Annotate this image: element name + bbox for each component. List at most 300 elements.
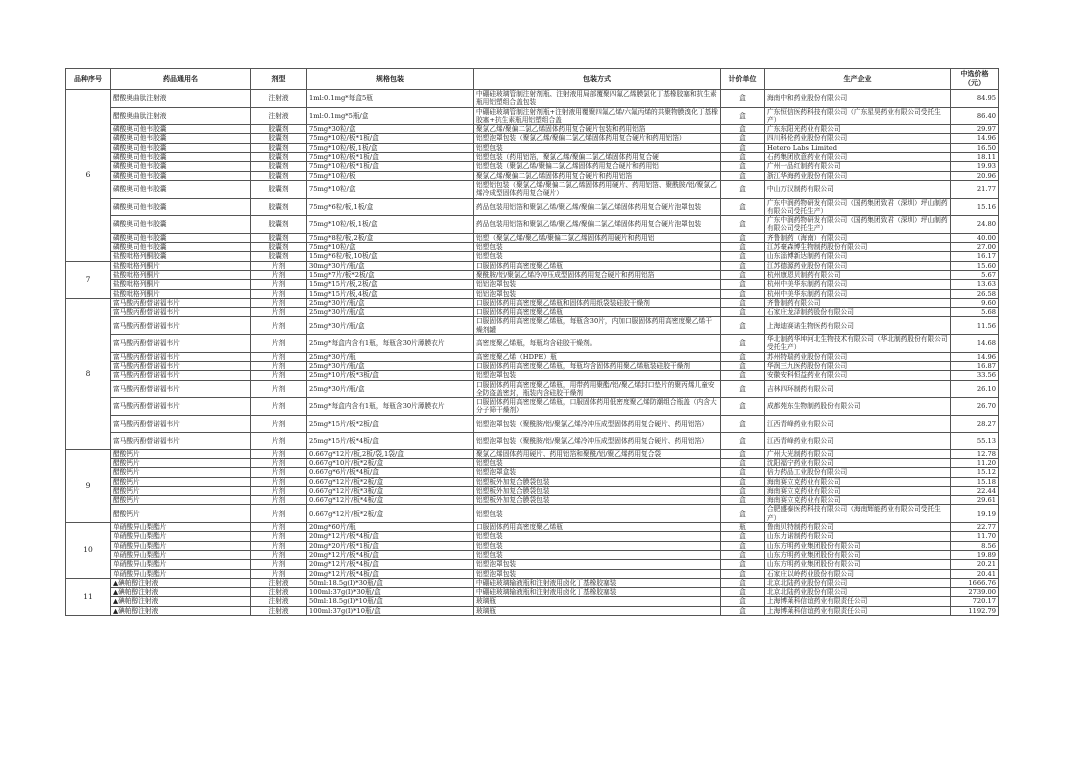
packaging-cell: 高密度聚乙烯瓶，每瓶均含硅胶干燥剂。 xyxy=(474,335,721,353)
manufacturer-cell: 广东东阳光药业有限公司 xyxy=(765,125,951,134)
manufacturer-cell: 中山万汉制药有限公司 xyxy=(765,180,951,198)
drug-name-cell: 醋酸钙片 xyxy=(111,477,251,486)
packaging-cell: 中硼硅玻璃管制注射剂瓶+注射液用覆聚四氟乙烯/六氟丙烯的共聚物膜溴化丁基橡胶塞+抗生素瓶用铝塑组合盖 xyxy=(474,107,721,125)
dosage-form-cell: 胶囊剂 xyxy=(251,198,307,216)
packaging-cell: 玻璃瓶 xyxy=(474,606,721,615)
drug-name-cell: 盐酸吡格列酮片 xyxy=(111,280,251,289)
packaging-cell: 口服固体药用高密度聚乙烯瓶，每瓶含30片，内加口服固体药用高密度聚乙烯干燥剂罐 xyxy=(474,317,721,335)
unit-cell: 盒 xyxy=(721,298,765,307)
col-header-manufacturer: 生产企业 xyxy=(765,69,951,90)
price-cell: 29.97 xyxy=(951,125,999,134)
unit-cell: 盒 xyxy=(721,496,765,505)
unit-cell: 盒 xyxy=(721,198,765,216)
spec-cell: 0.667g*12片/板*4板/盒 xyxy=(307,496,474,505)
spec-cell: 20mg*60片/瓶 xyxy=(307,523,474,532)
drug-name-cell: 富马酸丙酚替诺福韦片 xyxy=(111,298,251,307)
spec-cell: 20mg*12片/板*4板/盒 xyxy=(307,550,474,559)
spec-cell: 25mg*每盒内含有1瓶，每瓶含30片薄膜衣片 xyxy=(307,335,474,353)
packaging-cell: 玻璃瓶 xyxy=(474,597,721,606)
price-cell: 15.18 xyxy=(951,477,999,486)
dosage-form-cell: 片剂 xyxy=(251,308,307,317)
dosage-form-cell: 片剂 xyxy=(251,270,307,279)
dosage-form-cell: 片剂 xyxy=(251,415,307,432)
table-row xyxy=(66,317,999,335)
manufacturer-cell: 广东中润药物研发有限公司（国药集团致君（深圳）坪山制药有限公司受托生产） xyxy=(765,198,951,216)
table-row xyxy=(66,361,999,370)
table-row xyxy=(66,532,999,541)
manufacturer-cell: 海南赛立克药业有限公司 xyxy=(765,486,951,495)
manufacturer-cell: 广州一品红制药有限公司 xyxy=(765,162,951,171)
manufacturer-cell: 四川科伦药业股份有限公司 xyxy=(765,134,951,143)
packaging-cell: 中硼硅玻璃输液瓶和注射液用卤化丁基橡胶塞装 xyxy=(474,588,721,597)
packaging-cell: 铝塑包装（聚氯乙烯/聚偏二氯乙烯固体药用复合硬片和药用铝 xyxy=(474,162,721,171)
col-header-packaging: 包装方式 xyxy=(474,69,721,90)
drug-name-cell: 醋酸钙片 xyxy=(111,486,251,495)
table-row xyxy=(66,125,999,134)
unit-cell: 盒 xyxy=(721,162,765,171)
table-row xyxy=(66,486,999,495)
dosage-form-cell: 片剂 xyxy=(251,371,307,380)
unit-cell: 盒 xyxy=(721,280,765,289)
spec-cell: 75mg*10粒/板*1板/盒 xyxy=(307,162,474,171)
dosage-form-cell: 注射液 xyxy=(251,90,307,108)
unit-cell: 盒 xyxy=(721,606,765,615)
manufacturer-cell: 安徽安科恒益药业有限公司 xyxy=(765,371,951,380)
group-seq-cell: 7 xyxy=(66,261,111,298)
unit-cell: 盒 xyxy=(721,588,765,597)
dosage-form-cell: 注射液 xyxy=(251,606,307,615)
unit-cell: 盒 xyxy=(721,335,765,353)
dosage-form-cell: 片剂 xyxy=(251,361,307,370)
drug-name-cell: 富马酸丙酚替诺福韦片 xyxy=(111,380,251,398)
table-row xyxy=(66,180,999,198)
spec-cell: 0.667g*12片/板,2板/袋,1袋/盒 xyxy=(307,449,474,458)
spec-cell: 75mg*8粒/板,2板/盒 xyxy=(307,233,474,242)
packaging-cell: 聚氯乙烯/聚偏二氯乙烯固体药用复合硬片和药用铝箔 xyxy=(474,171,721,180)
price-cell: 2739.00 xyxy=(951,588,999,597)
spec-cell: 1ml:0.1mg*每盒5瓶 xyxy=(307,90,474,108)
table-row xyxy=(66,496,999,505)
drug-name-cell: 醋酸奥曲肽注射液 xyxy=(111,107,251,125)
spec-cell: 75mg*30粒/盒 xyxy=(307,125,474,134)
unit-cell: 盒 xyxy=(721,134,765,143)
spec-cell: 75mg*10粒/盒 xyxy=(307,243,474,252)
unit-cell: 盒 xyxy=(721,550,765,559)
dosage-form-cell: 片剂 xyxy=(251,468,307,477)
dosage-form-cell: 胶囊剂 xyxy=(251,125,307,134)
col-header-price: 中选价格（元） xyxy=(951,69,999,90)
manufacturer-cell: 齐鲁制药（海南）有限公司 xyxy=(765,233,951,242)
dosage-form-cell: 胶囊剂 xyxy=(251,162,307,171)
drug-name-cell: 盐酸吡格列酮片 xyxy=(111,270,251,279)
packaging-cell: 聚氯乙烯/聚偏二氯乙烯固体药用复合硬片包装和药用铝箔 xyxy=(474,125,721,134)
drug-name-cell: 盐酸吡格列酮片 xyxy=(111,261,251,270)
table-row xyxy=(66,270,999,279)
price-cell: 13.63 xyxy=(951,280,999,289)
dosage-form-cell: 胶囊剂 xyxy=(251,134,307,143)
table-row xyxy=(66,380,999,398)
price-cell: 22.44 xyxy=(951,486,999,495)
manufacturer-cell: 海南赛立克药业有限公司 xyxy=(765,496,951,505)
manufacturer-cell: 石家庄龙泽制药股份有限公司 xyxy=(765,308,951,317)
packaging-cell: 铝塑泡罩包装 xyxy=(474,371,721,380)
dosage-form-cell: 胶囊剂 xyxy=(251,153,307,162)
spec-cell: 15mg*15片/板,4板/盒 xyxy=(307,289,474,298)
packaging-cell: 铝塑泡罩包装 xyxy=(474,569,721,578)
unit-cell: 盒 xyxy=(721,252,765,261)
spec-cell: 25mg*30片/瓶/盒 xyxy=(307,380,474,398)
dosage-form-cell: 片剂 xyxy=(251,298,307,307)
table-row xyxy=(66,398,999,416)
manufacturer-cell: 沈阳福宁药业有限公司 xyxy=(765,458,951,467)
unit-cell: 盒 xyxy=(721,532,765,541)
spec-cell: 1ml:0.1mg*5瓶/盒 xyxy=(307,107,474,125)
unit-cell: 盒 xyxy=(721,317,765,335)
spec-cell: 20mg*12片/板*4板/盒 xyxy=(307,560,474,569)
unit-cell: 盒 xyxy=(721,380,765,398)
manufacturer-cell: 石药集团欧意药业有限公司 xyxy=(765,153,951,162)
dosage-form-cell: 胶囊剂 xyxy=(251,233,307,242)
unit-cell: 盒 xyxy=(721,597,765,606)
dosage-form-cell: 片剂 xyxy=(251,458,307,467)
spec-cell: 25mg*15片/板*4板/盒 xyxy=(307,432,474,449)
price-cell: 16.17 xyxy=(951,252,999,261)
spec-cell: 25mg*30片/瓶/盒 xyxy=(307,361,474,370)
dosage-form-cell: 注射液 xyxy=(251,597,307,606)
unit-cell: 盒 xyxy=(721,107,765,125)
manufacturer-cell: 山东淄博新达制药有限公司 xyxy=(765,252,951,261)
manufacturer-cell: 江西青峰药业有限公司 xyxy=(765,432,951,449)
table-row xyxy=(66,468,999,477)
table-row xyxy=(66,153,999,162)
dosage-form-cell: 胶囊剂 xyxy=(251,171,307,180)
manufacturer-cell: 齐鲁制药有限公司 xyxy=(765,298,951,307)
price-cell: 86.40 xyxy=(951,107,999,125)
table-row xyxy=(66,134,999,143)
manufacturer-cell: 鲁南贝特制药有限公司 xyxy=(765,523,951,532)
packaging-cell: 口服固体药用高密度聚乙烯瓶 xyxy=(474,308,721,317)
unit-cell: 盒 xyxy=(721,458,765,467)
manufacturer-cell: 海南赛立克药业有限公司 xyxy=(765,477,951,486)
dosage-form-cell: 胶囊剂 xyxy=(251,243,307,252)
manufacturer-cell: 上海博莱科信谊药业有限责任公司 xyxy=(765,606,951,615)
table-row xyxy=(66,261,999,270)
table-row xyxy=(66,371,999,380)
manufacturer-cell: 上海博莱科信谊药业有限责任公司 xyxy=(765,597,951,606)
packaging-cell: 铝塑包装 xyxy=(474,243,721,252)
manufacturer-cell: 广州大光制药有限公司 xyxy=(765,449,951,458)
unit-cell: 盒 xyxy=(721,415,765,432)
spec-cell: 75mg*10粒/板,1板/盒 xyxy=(307,143,474,152)
spec-cell: 15mg*15片/板,2板/盒 xyxy=(307,280,474,289)
unit-cell: 盒 xyxy=(721,486,765,495)
drug-name-cell: 磷酸奥司他韦胶囊 xyxy=(111,171,251,180)
dosage-form-cell: 注射液 xyxy=(251,588,307,597)
table-row xyxy=(66,588,999,597)
drug-name-cell: 磷酸奥司他韦胶囊 xyxy=(111,134,251,143)
unit-cell: 盒 xyxy=(721,560,765,569)
spec-cell: 25mg*30片/瓶/盒 xyxy=(307,298,474,307)
price-cell: 40.00 xyxy=(951,233,999,242)
spec-cell: 75mg*10粒/板*1板/盒 xyxy=(307,134,474,143)
packaging-cell: 铝塑包装 xyxy=(474,505,721,523)
manufacturer-cell: 杭州康恩贝制药有限公司 xyxy=(765,270,951,279)
dosage-form-cell: 片剂 xyxy=(251,380,307,398)
spec-cell: 50ml:18.5g(I)*30瓶/盒 xyxy=(307,578,474,587)
drug-name-cell: ▲碘帕醇注射液 xyxy=(111,597,251,606)
unit-cell: 盒 xyxy=(721,505,765,523)
drug-name-cell: 醋酸钙片 xyxy=(111,449,251,458)
dosage-form-cell: 片剂 xyxy=(251,550,307,559)
manufacturer-cell: 山东方明药业集团股份有限公司 xyxy=(765,541,951,550)
manufacturer-cell: 浙江华海药业股份有限公司 xyxy=(765,171,951,180)
unit-cell: 盒 xyxy=(721,143,765,152)
price-cell: 15.16 xyxy=(951,198,999,216)
table-row xyxy=(66,90,999,108)
spec-cell: 20mg*20片/板*1板/盒 xyxy=(307,541,474,550)
price-cell: 19.93 xyxy=(951,162,999,171)
manufacturer-cell: 广东中润药物研发有限公司（国药集团致君（深圳）坪山制药有限公司受托生产） xyxy=(765,216,951,234)
manufacturer-cell: 江西青峰药业有限公司 xyxy=(765,415,951,432)
drug-name-cell: 单硝酸异山梨酯片 xyxy=(111,569,251,578)
drug-name-cell: 单硝酸异山梨酯片 xyxy=(111,560,251,569)
price-cell: 1192.79 xyxy=(951,606,999,615)
spec-cell: 30mg*30片/瓶/盒 xyxy=(307,261,474,270)
manufacturer-cell: 北京北陆药业股份有限公司 xyxy=(765,588,951,597)
price-cell: 19.19 xyxy=(951,505,999,523)
price-cell: 11.70 xyxy=(951,532,999,541)
dosage-form-cell: 片剂 xyxy=(251,541,307,550)
drug-name-cell: 磷酸奥司他韦胶囊 xyxy=(111,153,251,162)
group-seq-cell: 9 xyxy=(66,449,111,522)
drug-name-cell: 磷酸奥司他韦胶囊 xyxy=(111,125,251,134)
col-header-dosage-form: 剂型 xyxy=(251,69,307,90)
spec-cell: 15mg*7片/板*2板/盒 xyxy=(307,270,474,279)
spec-cell: 15mg*6粒/板,10板/盒 xyxy=(307,252,474,261)
unit-cell: 盒 xyxy=(721,180,765,198)
spec-cell: 75mg*10粒/盒 xyxy=(307,180,474,198)
packaging-cell: 口服固体药用高密度聚乙烯瓶，用带药用聚酯/铝/聚乙烯封口垫片的聚丙烯儿童安全防盗盖密封，瓶装内含硅胶干燥剂 xyxy=(474,380,721,398)
packaging-cell: 中硼硅玻璃管制注射剂瓶、注射液用局部覆聚四氟乙烯膜氯化丁基橡胶塞和抗生素瓶用铝塑组合盖包装 xyxy=(474,90,721,108)
spec-cell: 25mg*10片/板*3板/盒 xyxy=(307,371,474,380)
drug-name-cell: 富马酸丙酚替诺福韦片 xyxy=(111,398,251,416)
dosage-form-cell: 片剂 xyxy=(251,523,307,532)
drug-name-cell: 醋酸钙片 xyxy=(111,468,251,477)
unit-cell: 盒 xyxy=(721,468,765,477)
price-cell: 8.56 xyxy=(951,541,999,550)
drug-name-cell: 富马酸丙酚替诺福韦片 xyxy=(111,308,251,317)
price-cell: 16.87 xyxy=(951,361,999,370)
drug-name-cell: 单硝酸异山梨酯片 xyxy=(111,532,251,541)
table-row xyxy=(66,606,999,615)
dosage-form-cell: 胶囊剂 xyxy=(251,143,307,152)
spec-cell: 75mg*6粒/板,1板/盒 xyxy=(307,198,474,216)
dosage-form-cell: 胶囊剂 xyxy=(251,216,307,234)
spec-cell: 25mg*30片/瓶/盒 xyxy=(307,317,474,335)
manufacturer-cell: 华北制药华坤河北生物技术有限公司（华北制药股份有限公司受托生产） xyxy=(765,335,951,353)
packaging-cell: 铝塑包装 xyxy=(474,252,721,261)
table-row xyxy=(66,569,999,578)
table-row xyxy=(66,280,999,289)
spec-cell: 0.667g*12片/板*2板/盒 xyxy=(307,477,474,486)
manufacturer-cell: 成都苑东生物制药股份有限公司 xyxy=(765,398,951,416)
price-cell: 21.77 xyxy=(951,180,999,198)
unit-cell: 盒 xyxy=(721,449,765,458)
packaging-cell: 铝铝泡罩包装 xyxy=(474,280,721,289)
manufacturer-cell: 江苏豪森博生物制药股份有限公司 xyxy=(765,243,951,252)
manufacturer-cell: 山东方明药业集团股份有限公司 xyxy=(765,550,951,559)
drug-name-cell: 富马酸丙酚替诺福韦片 xyxy=(111,335,251,353)
drug-name-cell: 富马酸丙酚替诺福韦片 xyxy=(111,415,251,432)
price-cell: 16.50 xyxy=(951,143,999,152)
drug-name-cell: 盐酸吡格列酮胶囊 xyxy=(111,252,251,261)
manufacturer-cell: 苏州特瑞药业股份有限公司 xyxy=(765,352,951,361)
price-cell: 20.41 xyxy=(951,569,999,578)
packaging-cell: 铝塑包装 xyxy=(474,532,721,541)
table-row xyxy=(66,550,999,559)
table-row xyxy=(66,298,999,307)
manufacturer-cell: 江苏德源药业股份有限公司 xyxy=(765,261,951,270)
spec-cell: 0.667g*10片/板*2板/盒 xyxy=(307,458,474,467)
col-header-drug-name: 药品通用名 xyxy=(111,69,251,90)
manufacturer-cell: 倍力药品工业股份有限公司 xyxy=(765,468,951,477)
drug-name-cell: 富马酸丙酚替诺福韦片 xyxy=(111,432,251,449)
packaging-cell: 铝塑板外加复合膜袋包装 xyxy=(474,477,721,486)
manufacturer-cell: Hetero Labs Limited xyxy=(765,143,951,152)
col-header-seq: 品种序号 xyxy=(66,69,111,90)
table-row xyxy=(66,308,999,317)
spec-cell: 75mg*10粒/板 xyxy=(307,171,474,180)
manufacturer-cell: 合肥盛泰医药科技有限公司（海南辉能药业有限公司受托生产） xyxy=(765,505,951,523)
unit-cell: 盒 xyxy=(721,398,765,416)
dosage-form-cell: 注射液 xyxy=(251,578,307,587)
packaging-cell: 药品包装用铝箔和聚氯乙烯/聚乙烯/聚偏二氯乙烯固体药用复合硬片泡罩包装 xyxy=(474,216,721,234)
price-cell: 9.60 xyxy=(951,298,999,307)
dosage-form-cell: 片剂 xyxy=(251,486,307,495)
packaging-cell: 铝塑板外加复合膜袋包装 xyxy=(474,496,721,505)
unit-cell: 盒 xyxy=(721,432,765,449)
manufacturer-cell: 杭州中美华东制药有限公司 xyxy=(765,289,951,298)
spec-cell: 25mg*30片/瓶 xyxy=(307,352,474,361)
packaging-cell: 聚氯乙烯固体药用硬片、药用铝箔和聚酰/铝/聚乙烯药用复合袋 xyxy=(474,449,721,458)
drug-name-cell: 磷酸奥司他韦胶囊 xyxy=(111,233,251,242)
packaging-cell: 铝塑（聚氯乙烯/聚乙烯/聚偏二氯乙烯固体药用硬片和药用铝 xyxy=(474,233,721,242)
col-header-unit: 计价单位 xyxy=(721,69,765,90)
col-header-spec: 规格包装 xyxy=(307,69,474,90)
table-row xyxy=(66,415,999,432)
table-row xyxy=(66,352,999,361)
dosage-form-cell: 片剂 xyxy=(251,335,307,353)
manufacturer-cell: 石家庄以岭药业股份有限公司 xyxy=(765,569,951,578)
dosage-form-cell: 片剂 xyxy=(251,569,307,578)
spec-cell: 20mg*12片/板*4板/盒 xyxy=(307,532,474,541)
packaging-cell: 中硼硅玻璃输液瓶和注射液用卤化丁基橡胶塞装 xyxy=(474,578,721,587)
spec-cell: 50ml:18.5g(I)*10瓶/盒 xyxy=(307,597,474,606)
drug-name-cell: 磷酸奥司他韦胶囊 xyxy=(111,143,251,152)
price-table-document xyxy=(65,68,996,616)
unit-cell: 盒 xyxy=(721,171,765,180)
packaging-cell: 铝塑泡罩包装（聚氯乙烯/聚偏二氯乙烯固体药用复合硬片和药用铝箔） xyxy=(474,134,721,143)
unit-cell: 盒 xyxy=(721,308,765,317)
drug-name-cell: 磷酸奥司他韦胶囊 xyxy=(111,216,251,234)
price-cell: 29.61 xyxy=(951,496,999,505)
price-cell: 26.10 xyxy=(951,380,999,398)
unit-cell: 盒 xyxy=(721,569,765,578)
unit-cell: 盒 xyxy=(721,361,765,370)
packaging-cell: 口服固体药用高密度聚乙烯瓶，每瓶均含固体药用聚乙烯瓶装硅胶干燥剂 xyxy=(474,361,721,370)
group-seq-cell: 10 xyxy=(66,523,111,579)
dosage-form-cell: 片剂 xyxy=(251,560,307,569)
dosage-form-cell: 片剂 xyxy=(251,398,307,416)
table-row xyxy=(66,597,999,606)
packaging-cell: 高密度聚乙烯（HDPE）瓶 xyxy=(474,352,721,361)
dosage-form-cell: 胶囊剂 xyxy=(251,252,307,261)
manufacturer-cell: 山东力诺制药有限公司 xyxy=(765,532,951,541)
price-cell: 14.68 xyxy=(951,335,999,353)
packaging-cell: 铝塑铝包装（聚氯乙烯/聚偏二氯乙烯固体药用硬片、药用铝箔、聚酰胺/铝/聚氯乙烯冷成型固体药用复合硬片） xyxy=(474,180,721,198)
packaging-cell: 铝塑泡罩盒装 xyxy=(474,468,721,477)
dosage-form-cell: 片剂 xyxy=(251,280,307,289)
price-cell: 15.60 xyxy=(951,261,999,270)
drug-name-cell: 磷酸奥司他韦胶囊 xyxy=(111,198,251,216)
table-row xyxy=(66,171,999,180)
group-seq-cell: 11 xyxy=(66,578,111,615)
unit-cell: 盒 xyxy=(721,371,765,380)
manufacturer-cell: 广东恒信医药科技有限公司（广东星昊药业有限公司受托生产） xyxy=(765,107,951,125)
drug-name-cell: 富马酸丙酚替诺福韦片 xyxy=(111,317,251,335)
packaging-cell: 铝塑包装 xyxy=(474,541,721,550)
price-cell: 20.21 xyxy=(951,560,999,569)
price-cell: 27.00 xyxy=(951,243,999,252)
packaging-cell: 铝塑板外加复合膜袋包装 xyxy=(474,486,721,495)
unit-cell: 盒 xyxy=(721,261,765,270)
table-row xyxy=(66,477,999,486)
price-cell: 1666.76 xyxy=(951,578,999,587)
packaging-cell: 铝塑包装 xyxy=(474,458,721,467)
price-cell: 28.27 xyxy=(951,415,999,432)
price-cell: 14.96 xyxy=(951,134,999,143)
unit-cell: 盒 xyxy=(721,243,765,252)
unit-cell: 盒 xyxy=(721,153,765,162)
price-table xyxy=(65,68,999,616)
table-row xyxy=(66,143,999,152)
drug-name-cell: 单硝酸异山梨酯片 xyxy=(111,550,251,559)
table-row xyxy=(66,107,999,125)
table-row xyxy=(66,252,999,261)
unit-cell: 盒 xyxy=(721,270,765,279)
spec-cell: 0.667g*6片/板*4板/盒 xyxy=(307,468,474,477)
table-header xyxy=(66,69,999,90)
spec-cell: 20mg*12片/板*4板/盒 xyxy=(307,569,474,578)
price-cell: 84.95 xyxy=(951,90,999,108)
unit-cell: 盒 xyxy=(721,216,765,234)
dosage-form-cell: 片剂 xyxy=(251,352,307,361)
table-body xyxy=(66,90,999,616)
packaging-cell: 铝塑包装 xyxy=(474,550,721,559)
dosage-form-cell: 片剂 xyxy=(251,317,307,335)
unit-cell: 瓶 xyxy=(721,523,765,532)
dosage-form-cell: 注射液 xyxy=(251,107,307,125)
dosage-form-cell: 片剂 xyxy=(251,505,307,523)
packaging-cell: 铝塑包装（药用铝箔，聚氯乙烯/聚偏二氯乙烯固体药用复合硬 xyxy=(474,153,721,162)
drug-name-cell: 磷酸奥司他韦胶囊 xyxy=(111,243,251,252)
spec-cell: 100ml:37g(I)*30瓶/盒 xyxy=(307,588,474,597)
price-cell: 15.12 xyxy=(951,468,999,477)
spec-cell: 0.667g*12片/板*2板/盒 xyxy=(307,505,474,523)
price-cell: 14.96 xyxy=(951,352,999,361)
price-cell: 55.13 xyxy=(951,432,999,449)
unit-cell: 盒 xyxy=(721,289,765,298)
